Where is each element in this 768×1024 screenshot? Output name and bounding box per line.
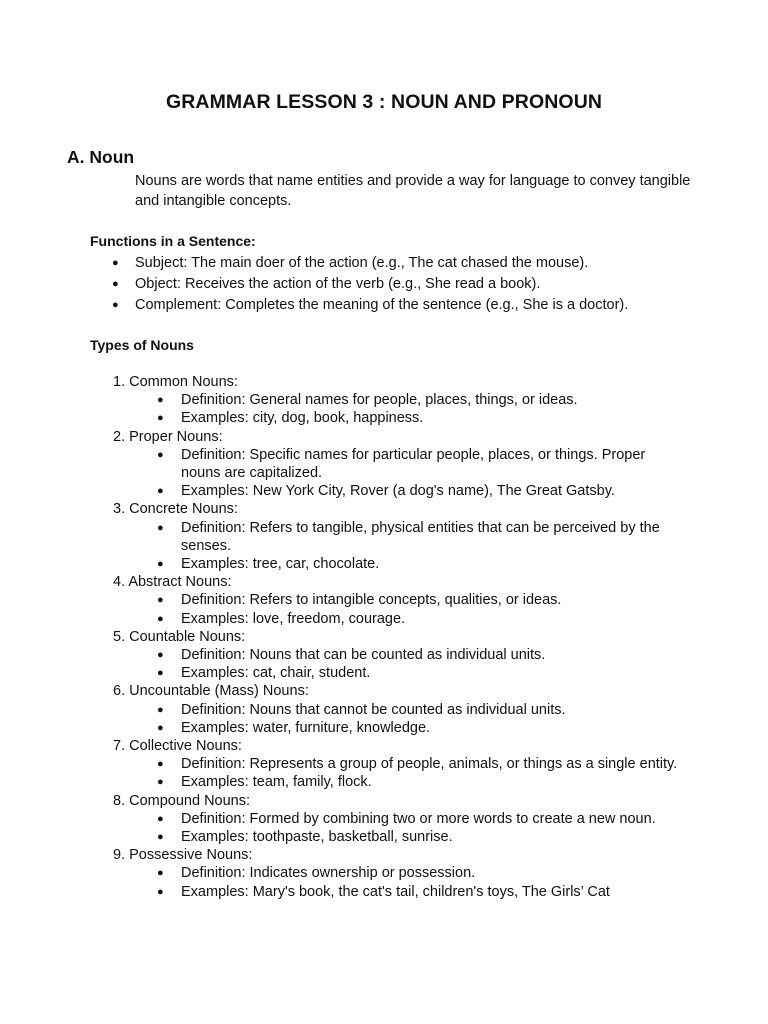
functions-list bbox=[0, 253, 768, 316]
noun-type-name: 7. Collective Nouns: bbox=[113, 738, 242, 755]
section-intro: Nouns are words that name entities and provide a way for language to convey tangible and intangible concepts. bbox=[135, 173, 691, 209]
noun-type-name: 9. Possessive Nouns: bbox=[113, 847, 253, 864]
noun-type-definition-text: Definition: Formed by combining two or more words to create a new noun. bbox=[181, 810, 656, 827]
bullet-icon: ● bbox=[157, 521, 164, 534]
noun-type-examples-text: Examples: Mary's book, the cat's tail, children's toys, The Girls’ Cat bbox=[181, 883, 610, 900]
function-text: Complement: Completes the meaning of the sentence (e.g., She is a doctor). bbox=[135, 297, 629, 313]
noun-type-name: 6. Uncountable (Mass) Nouns: bbox=[113, 683, 309, 700]
noun-type-definition-text: Definition: Refers to tangible, physical entities that can be perceived by the senses. bbox=[181, 519, 660, 554]
noun-type-examples bbox=[0, 773, 681, 791]
noun-type-examples bbox=[0, 555, 681, 573]
bullet-icon: ● bbox=[157, 867, 164, 880]
noun-type-item bbox=[0, 428, 768, 501]
noun-type-examples-text: Examples: toothpaste, basketball, sunrise. bbox=[181, 829, 453, 846]
bullet-icon: ● bbox=[157, 558, 164, 571]
function-text: Object: Receives the action of the verb (e.g., She read a book). bbox=[135, 276, 541, 292]
noun-type-item bbox=[0, 737, 768, 792]
noun-type-name: 2. Proper Nouns: bbox=[113, 428, 223, 445]
noun-type-details bbox=[0, 810, 768, 846]
noun-type-details bbox=[0, 701, 768, 737]
noun-type-examples-text: Examples: water, furniture, knowledge. bbox=[181, 719, 431, 736]
noun-type-definition bbox=[0, 755, 681, 773]
noun-type-definition-text: Definition: Indicates ownership or possession. bbox=[181, 865, 476, 882]
noun-type-definition-text: Definition: General names for people, places, things, or ideas. bbox=[181, 392, 578, 409]
noun-type-definition bbox=[0, 591, 681, 609]
list-item bbox=[0, 295, 768, 316]
noun-type-examples-text: Examples: New York City, Rover (a dog's name), The Great Gatsby. bbox=[181, 483, 615, 500]
bullet-icon: ● bbox=[157, 885, 164, 898]
noun-type-examples bbox=[0, 664, 681, 682]
noun-type-examples bbox=[0, 883, 681, 901]
noun-type-definition bbox=[0, 701, 681, 719]
bullet-icon: ● bbox=[112, 257, 119, 269]
noun-type-definition bbox=[0, 646, 681, 664]
noun-type-name: 5. Countable Nouns: bbox=[113, 628, 246, 645]
types-list bbox=[0, 373, 768, 901]
noun-type-definition bbox=[0, 810, 681, 828]
page-title: GRAMMAR LESSON 3 : NOUN AND PRONOUN bbox=[165, 91, 603, 113]
noun-type-definition bbox=[0, 519, 681, 555]
noun-type-item bbox=[0, 846, 768, 901]
noun-type-name: 4. Abstract Nouns: bbox=[113, 574, 232, 591]
list-item bbox=[0, 274, 768, 295]
noun-type-details bbox=[0, 646, 768, 682]
noun-type-details bbox=[0, 864, 768, 900]
noun-type-definition-text: Definition: Nouns that can be counted as individual units. bbox=[181, 647, 546, 664]
noun-type-definition bbox=[0, 446, 681, 482]
noun-type-definition-text: Definition: Specific names for particular people, places, or things. Proper nouns are capitalized. bbox=[181, 446, 646, 482]
bullet-icon: ● bbox=[157, 448, 164, 461]
noun-type-item bbox=[0, 373, 768, 428]
noun-type-details bbox=[0, 755, 768, 791]
noun-type-examples-text: Examples: cat, chair, student. bbox=[181, 665, 371, 682]
noun-type-examples-text: Examples: team, family, flock. bbox=[181, 774, 372, 791]
bullet-icon: ● bbox=[157, 485, 164, 498]
bullet-icon: ● bbox=[157, 703, 164, 716]
function-text: Subject: The main doer of the action (e.g., The cat chased the mouse). bbox=[135, 255, 589, 271]
bullet-icon: ● bbox=[157, 721, 164, 734]
bullet-icon: ● bbox=[157, 394, 164, 407]
noun-type-definition-text: Definition: Nouns that cannot be counted as individual units. bbox=[181, 701, 566, 718]
noun-type-name: 3. Concrete Nouns: bbox=[113, 501, 238, 518]
noun-type-examples-text: Examples: tree, car, chocolate. bbox=[181, 556, 380, 573]
noun-type-details bbox=[0, 519, 768, 574]
bullet-icon: ● bbox=[157, 812, 164, 825]
functions-heading: Functions in a Sentence: bbox=[90, 233, 256, 249]
bullet-icon: ● bbox=[157, 667, 164, 680]
types-heading: Types of Nouns bbox=[90, 337, 194, 353]
noun-type-definition bbox=[0, 391, 681, 409]
noun-type-name: 8. Compound Nouns: bbox=[113, 792, 251, 809]
bullet-icon: ● bbox=[157, 612, 164, 625]
noun-type-item bbox=[0, 682, 768, 737]
noun-type-examples bbox=[0, 719, 681, 737]
noun-type-examples bbox=[0, 482, 681, 500]
bullet-icon: ● bbox=[157, 831, 164, 844]
noun-type-definition bbox=[0, 864, 681, 882]
bullet-icon: ● bbox=[157, 758, 164, 771]
list-item bbox=[0, 253, 768, 274]
noun-type-item bbox=[0, 792, 768, 847]
noun-type-details bbox=[0, 391, 768, 427]
noun-type-examples bbox=[0, 409, 681, 427]
noun-type-examples-text: Examples: love, freedom, courage. bbox=[181, 610, 406, 627]
noun-type-examples bbox=[0, 828, 681, 846]
bullet-icon: ● bbox=[157, 649, 164, 662]
noun-type-item bbox=[0, 573, 768, 628]
noun-type-examples-text: Examples: city, dog, book, happiness. bbox=[181, 410, 424, 427]
bullet-icon: ● bbox=[157, 776, 164, 789]
noun-type-definition-text: Definition: Refers to intangible concepts, qualities, or ideas. bbox=[181, 592, 562, 609]
noun-type-name: 1. Common Nouns: bbox=[113, 374, 238, 390]
bullet-icon: ● bbox=[112, 299, 119, 311]
section-heading-noun: A. Noun bbox=[67, 147, 135, 167]
bullet-icon: ● bbox=[157, 594, 164, 607]
noun-type-item bbox=[0, 628, 768, 683]
bullet-icon: ● bbox=[112, 278, 119, 290]
noun-type-examples bbox=[0, 610, 681, 628]
noun-type-details bbox=[0, 591, 768, 627]
noun-type-details bbox=[0, 446, 768, 501]
noun-type-definition-text: Definition: Represents a group of people, animals, or things as a single entity. bbox=[181, 756, 678, 773]
bullet-icon: ● bbox=[157, 412, 164, 425]
noun-type-item bbox=[0, 500, 768, 573]
